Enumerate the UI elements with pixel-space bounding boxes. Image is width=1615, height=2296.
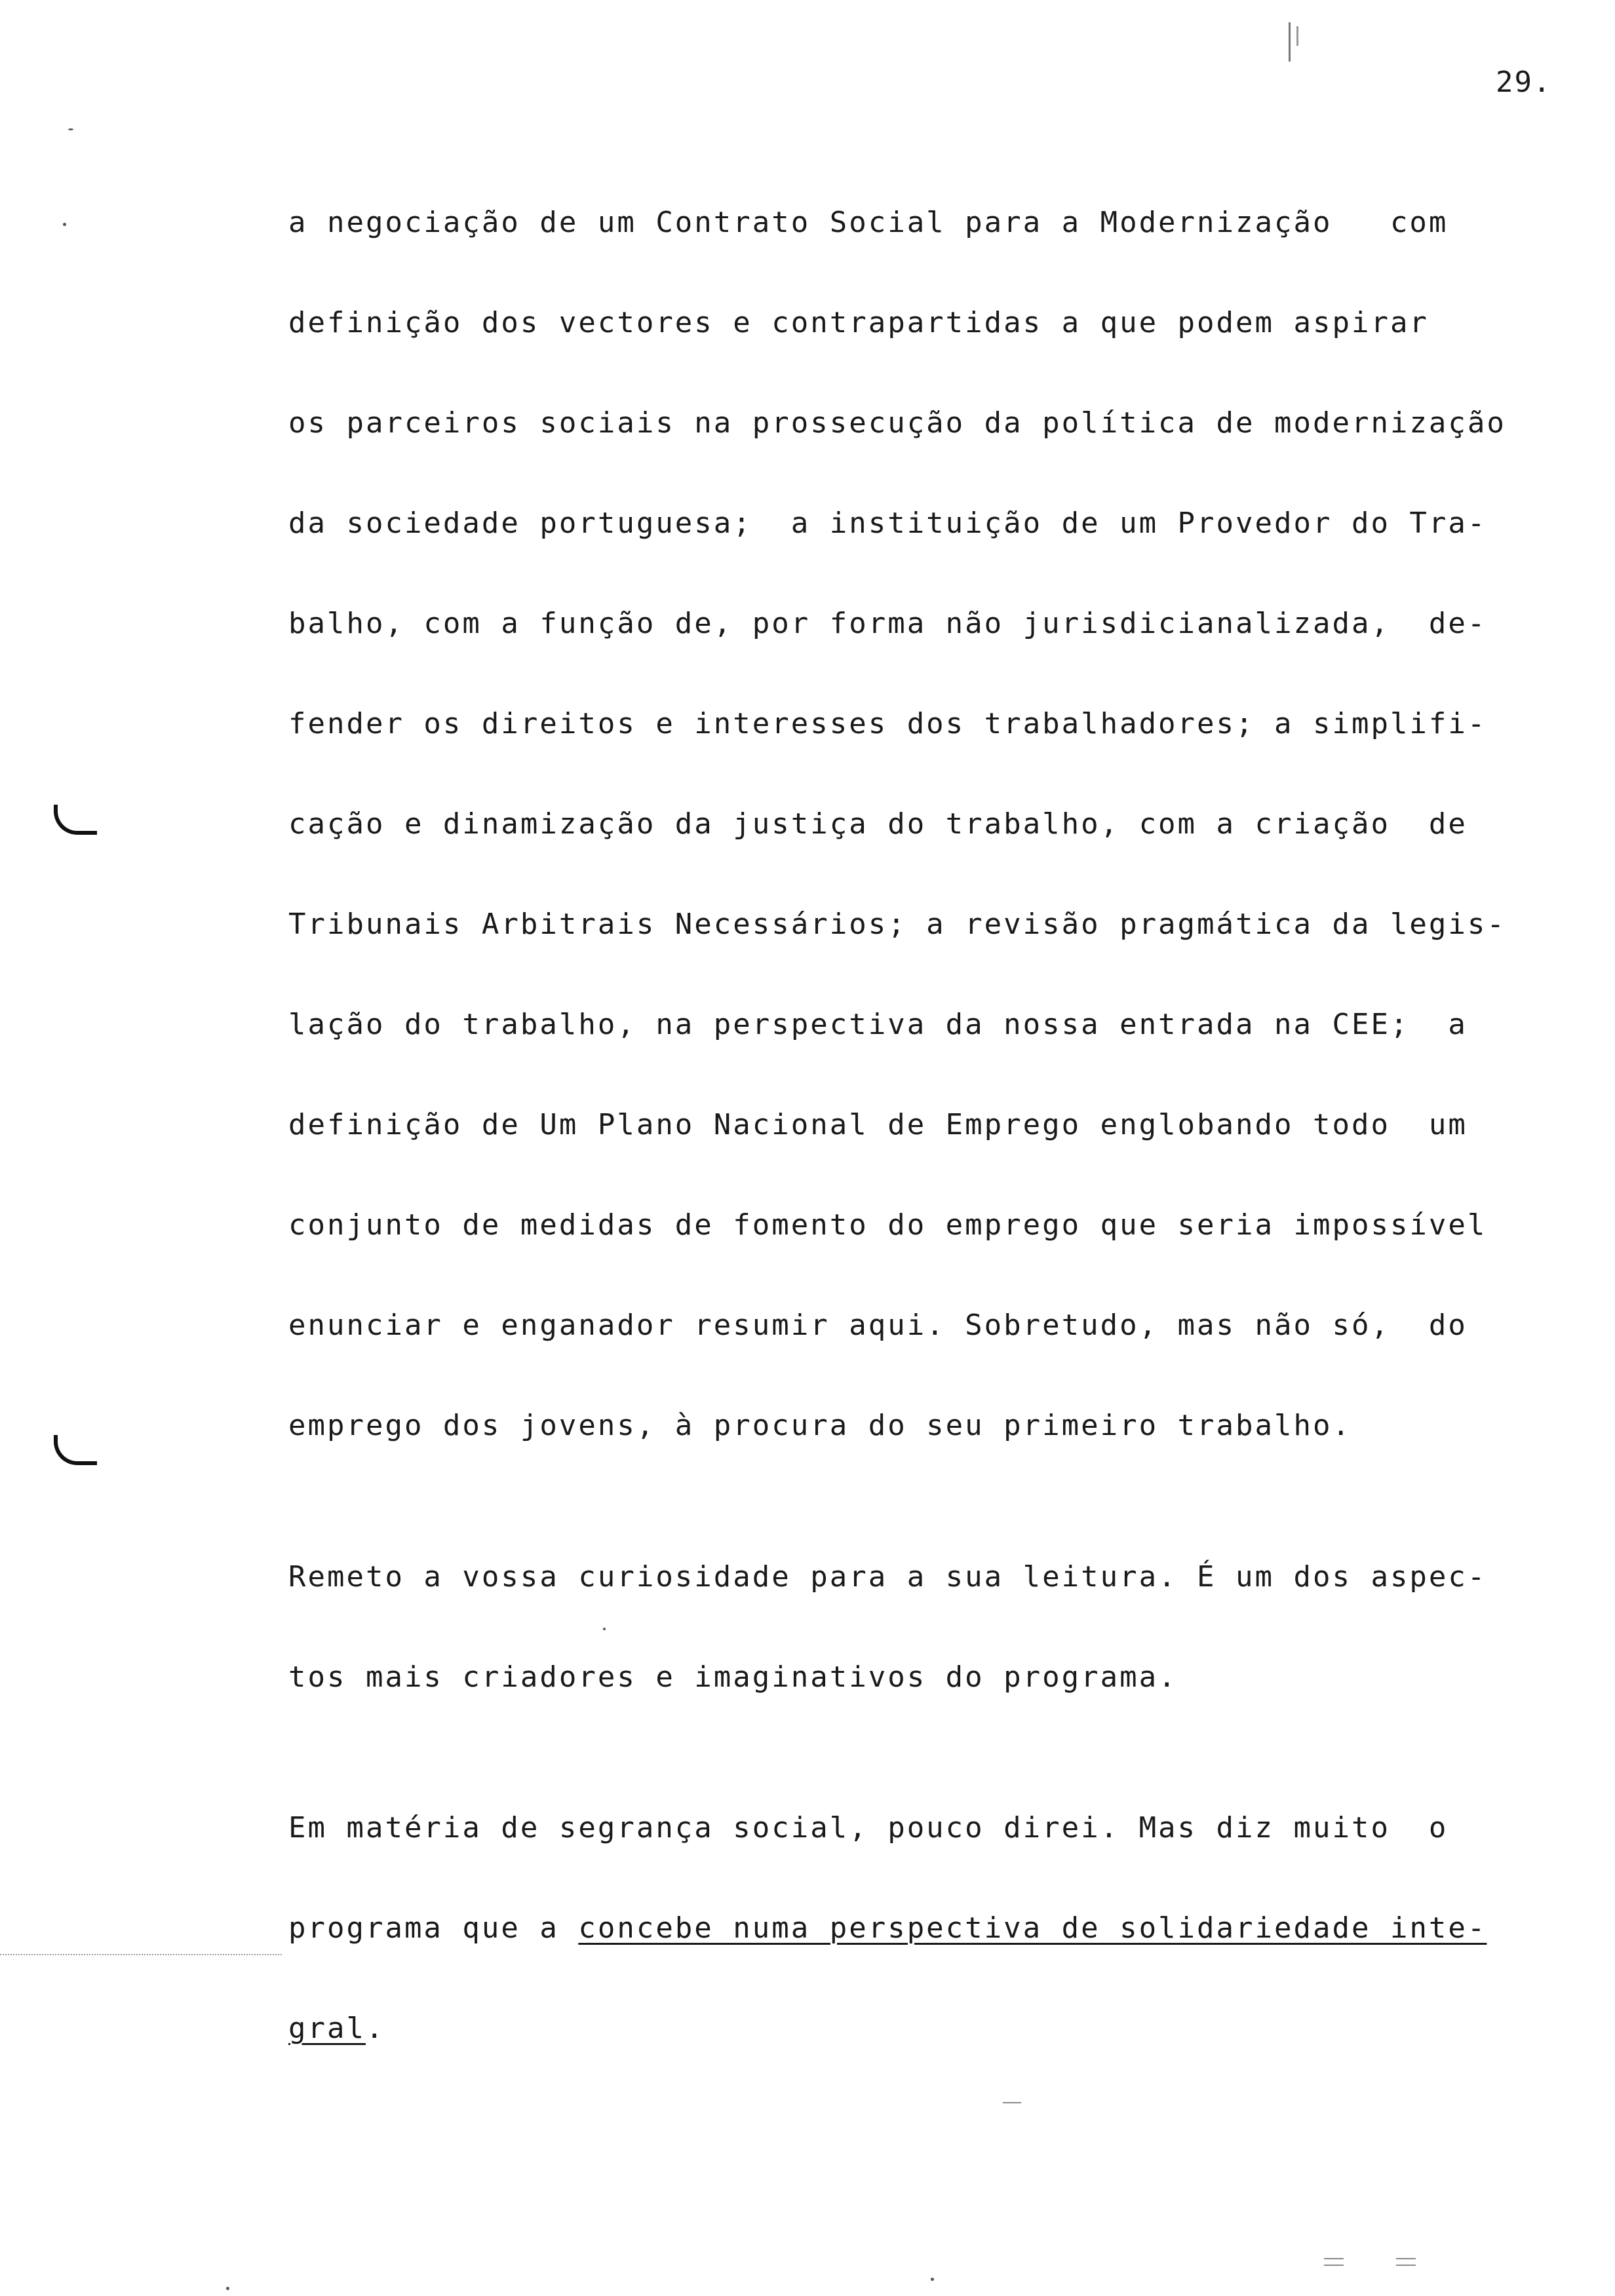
scan-speck: [1296, 26, 1298, 46]
scan-dash: [1396, 2265, 1416, 2266]
margin-bracket-mark: [54, 805, 97, 835]
plain-text: programa que a: [288, 1911, 579, 1945]
scan-dash: [1003, 2102, 1021, 2103]
scan-speck: [63, 223, 66, 226]
body-text-line: definição dos vectores e contrapartidas a que podem aspirar: [288, 306, 1429, 339]
page-number: 29.: [1496, 66, 1552, 99]
scan-speck: [68, 128, 73, 130]
body-text-line: definição de Um Plano Nacional de Emprego englobando todo um: [288, 1108, 1468, 1141]
scan-dash: [1324, 2265, 1344, 2266]
scan-dotted-rule: [0, 1954, 282, 1955]
body-text-line: fender os direitos e interesses dos trabalhadores; a simplifi-: [288, 707, 1487, 740]
body-text-line: a negociação de um Contrato Social para a Modernização com: [288, 206, 1449, 239]
body-text-line: balho, com a função de, por forma não jurisdicianalizada, de-: [288, 607, 1487, 640]
body-text-line: [288, 2014, 385, 2043]
scan-speck: [226, 2287, 229, 2290]
body-text-line: emprego dos jovens, à procura do seu primeiro trabalho.: [288, 1409, 1352, 1442]
scan-speck: [1289, 22, 1291, 62]
scan-dash: [1324, 2258, 1344, 2259]
body-text-line: cação e dinamização da justiça do trabalho, com a criação de: [288, 807, 1468, 841]
margin-bracket-mark: [54, 1435, 97, 1465]
body-text-line: enunciar e enganador resumir aqui. Sobretudo, mas não só, do: [288, 1309, 1468, 1342]
body-text-line: os parceiros sociais na prossecução da política de modernização: [288, 406, 1506, 440]
scan-dash: [1396, 2258, 1416, 2259]
body-text-line: Remeto a vossa curiosidade para a sua leitura. É um dos aspec-: [288, 1560, 1487, 1594]
body-text-line: [288, 1911, 1487, 1945]
underlined-text: gral: [288, 2012, 366, 2045]
body-text-line: Em matéria de segrança social, pouco direi. Mas diz muito o: [288, 1811, 1449, 1845]
body-text-line: conjunto de medidas de fomento do emprego que seria impossível: [288, 1208, 1487, 1242]
body-text-line: Tribunais Arbitrais Necessários; a revisão pragmática da legis-: [288, 908, 1506, 941]
body-text-line: da sociedade portuguesa; a instituição de um Provedor do Tra-: [288, 507, 1487, 540]
plain-text: .: [365, 2012, 385, 2045]
body-text-line: lação do trabalho, na perspectiva da nossa entrada na CEE; a: [288, 1008, 1468, 1041]
body-text-line: tos mais criadores e imaginativos do programa.: [288, 1660, 1178, 1694]
underlined-text: concebe numa perspectiva de solidariedade inte-: [578, 1911, 1487, 1945]
scan-speck: [931, 2278, 934, 2281]
scan-speck: [603, 1628, 606, 1630]
